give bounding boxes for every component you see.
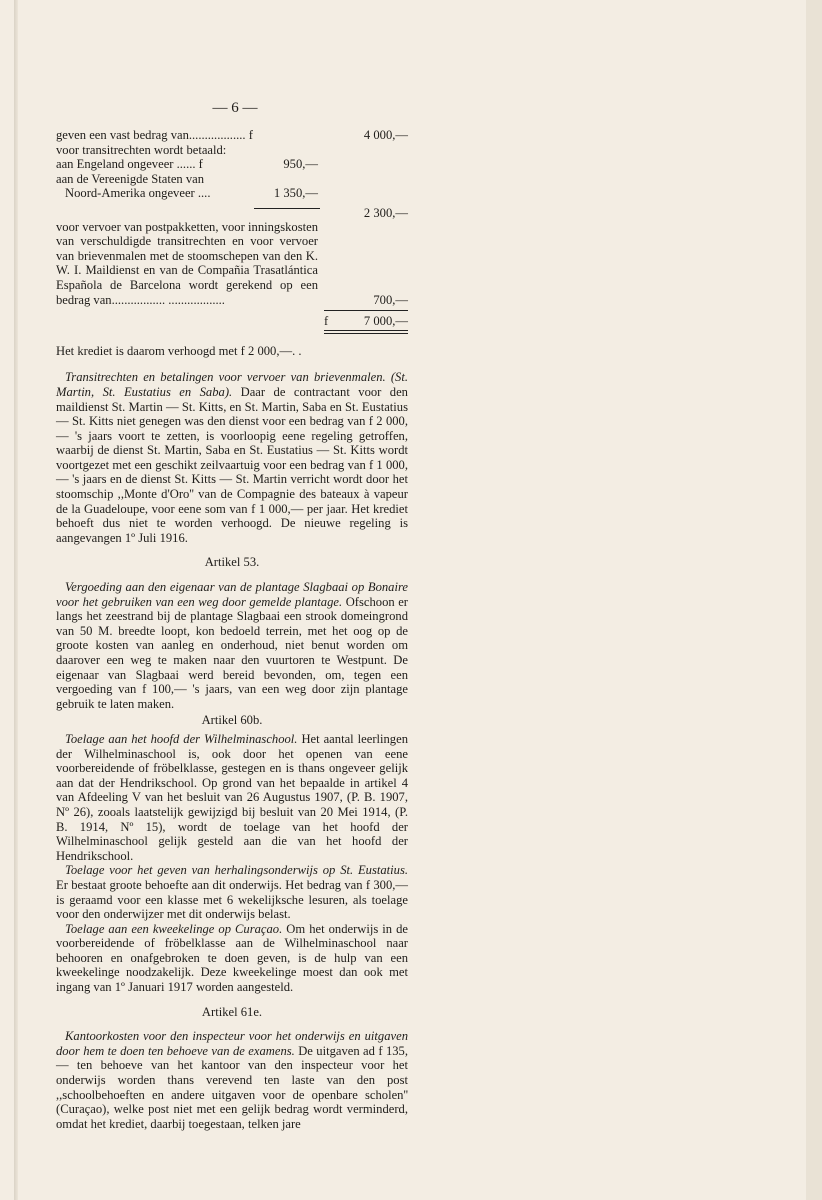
total-amount: 7 000,— [363, 314, 408, 329]
binding-shadow [14, 0, 18, 1200]
ledger-label: aan Engeland ongeveer ...... f [56, 157, 203, 172]
text-column [56, 128, 408, 1131]
adjacent-page-edge [806, 0, 822, 1200]
total-double-rule [56, 329, 408, 336]
ledger-row [56, 157, 408, 172]
paragraph-title: Transitrechten en betalingen voor vervoer van brievenmalen. (St. Martin, St. Eustatius en Saba). [56, 370, 408, 399]
paragraph-body: Om het onderwijs in de voorbereidende of fröbelklasse aan de Wilhelminaschool naar behooren en onafgebroken te doen geven, is de hulp van een kweekelinge noodzakelijk. Deze kweekelinge moest dan ook met ingang van 1º Januari 1917 worden aangesteld. [56, 921, 408, 995]
ledger-label: geven een vast bedrag van.................. f [56, 128, 253, 142]
paragraph-transit [56, 370, 408, 545]
ledger-label: voor transitrechten wordt betaald: [56, 142, 227, 157]
paragraph-body: Daar de contractant voor den maildienst St. Martin — St. Kitts, en St. Martin, Saba en St. Eustatius — St. Kitts niet genegen was den dienst voor een bedrag van f 2 000,— 's jaars voort te zetten, is voorloopig eene regeling getroffen, waarbij de dienst St. Martin, Saba en St. Eustatius — St. Kitts wordt voortgezet met een geschikt zeilvaartuig voor een bedrag van f 1 000,— 's jaars en de dienst St. Kitts — St. Martin verricht wordt door het stoomschip ,,Monte d'Oro'' van de Compagnie des bateaux à vapeur de la Guadeloupe, voor eene som van f 1 000,— per jaar. Het krediet behoeft dus niet te worden verhoogd. De nieuwe regeling is aangevangen 1º Juli 1916. [56, 384, 408, 545]
paragraph-art53 [56, 580, 408, 711]
ledger-sub-amount: 950,— [283, 157, 318, 172]
page-number: — 6 — [212, 100, 258, 116]
ledger-amount: 4 000,— [363, 128, 408, 142]
paragraph-body: Ofschoon er langs het zeestrand bij de plantage Slagbaai een strook domeingrond van 50 M. breedte loopt, kon bedoeld terrein, met het oog op de groote kosten van aanleg en onderhoud, niet benut worden om daarover een weg te maken naar den vuurtoren te Westpunt. De eigenaar van Slagbaai werd bereid bevonden, om, tegen een vergoeding van f 100,— 's jaars, van een weg door zijn plantage gebruik te laten maken. [56, 594, 409, 711]
paragraph-body: Het aantal leerlingen der Wilhelminaschool is, ook door het openen van eene voorbereidende of fröbelklasse, gestegen en is thans ongeveer gelijk aan dat der Hendrikschool. Op grond van het bepaalde in artikel 4 van Afdeeling V van het besluit van 26 Augustus 1907, (P. B. 1907, Nº 26), zooals laatstelijk gewijzigd bij besluit van 20 Mei 1914, (P. B. 1914, Nº 15), wordt de toelage van het hoofd der Wilhelminaschool gelijk gesteld aan die van het hoofd der Hendrikschool. [56, 731, 408, 863]
paragraph-toelage [56, 732, 408, 863]
ledger-total-row [56, 314, 408, 329]
total-rule [56, 307, 408, 314]
article-heading: Artikel 61e. [201, 1004, 263, 1019]
paragraph-body: De uitgaven ad f 135,— ten behoeve van het kantoor van den inspecteur voor het onderwijs worden thans verevend ten laste van den post ,,schoolbehoeften en andere uitgaven voor de openbare scholen'' (Curaçao), welke post niet met een gelijk bedrag wordt verminderd, omdat het krediet, daarbij toegestaan, telken jare [56, 1043, 408, 1131]
subtotal-rule [254, 208, 320, 209]
ledger-sub-amount: 1 350,— [273, 186, 318, 201]
paragraph-body: Er bestaat groote behoefte aan dit onderwijs. Het bedrag van f 300,— is geraamd voor een klasse met 6 wekelijksche lesuren, als toelage voor den onderwijzer met dit onderwijs belast. [56, 877, 408, 922]
article-heading: Artikel 53. [204, 555, 260, 570]
ledger-block [56, 220, 408, 308]
ledger-label: Noord-Amerika ongeveer .... [65, 186, 211, 201]
paragraph-kantoor [56, 1029, 408, 1131]
ledger-row [56, 143, 408, 158]
ledger-row [56, 172, 408, 187]
article-heading: Artikel 60b. [201, 713, 263, 728]
ledger-amount: 700,— [373, 292, 408, 307]
ledger-block-text: voor vervoer van postpakketten, voor inningskosten van verschuldigde transitrechten en voor vervoer van brievenmalen met de stoomschepen van den K. W. I. Maildienst en van de Compañia Trasatlántica Española de Barcelona wordt gerekend op een bedrag van................. .................. [56, 219, 318, 307]
paragraph-title: Vergoeding aan den eigenaar van de plantage Slagbaai op Bonaire voor het gebruiken van een weg door gemelde plantage. [56, 580, 408, 609]
paragraph-title: Toelage aan een kweekelinge op Curaçao. [65, 921, 283, 936]
total-currency: f [324, 314, 329, 329]
paragraph-title: Kantoorkosten voor den inspecteur voor het onderwijs en uitgaven door hem te doen ten behoeve van de examens. [56, 1029, 408, 1058]
paragraph-herhaling [56, 863, 408, 921]
ledger-label: aan de Vereenigde Staten van [56, 171, 205, 186]
paragraph-title: Toelage voor het geven van herhalingsonderwijs op St. Eustatius. [65, 863, 408, 878]
ledger-row [56, 201, 408, 220]
paragraph-title: Toelage aan het hoofd der Wilhelminaschool. [65, 731, 298, 746]
krediet-line: Het krediet is daarom verhoogd met f 2 000,—. . [56, 343, 302, 358]
ledger-row [56, 186, 408, 201]
ledger-amount: 2 300,— [363, 205, 408, 220]
ledger-row [56, 128, 408, 143]
paragraph-kweekelinge [56, 922, 408, 995]
